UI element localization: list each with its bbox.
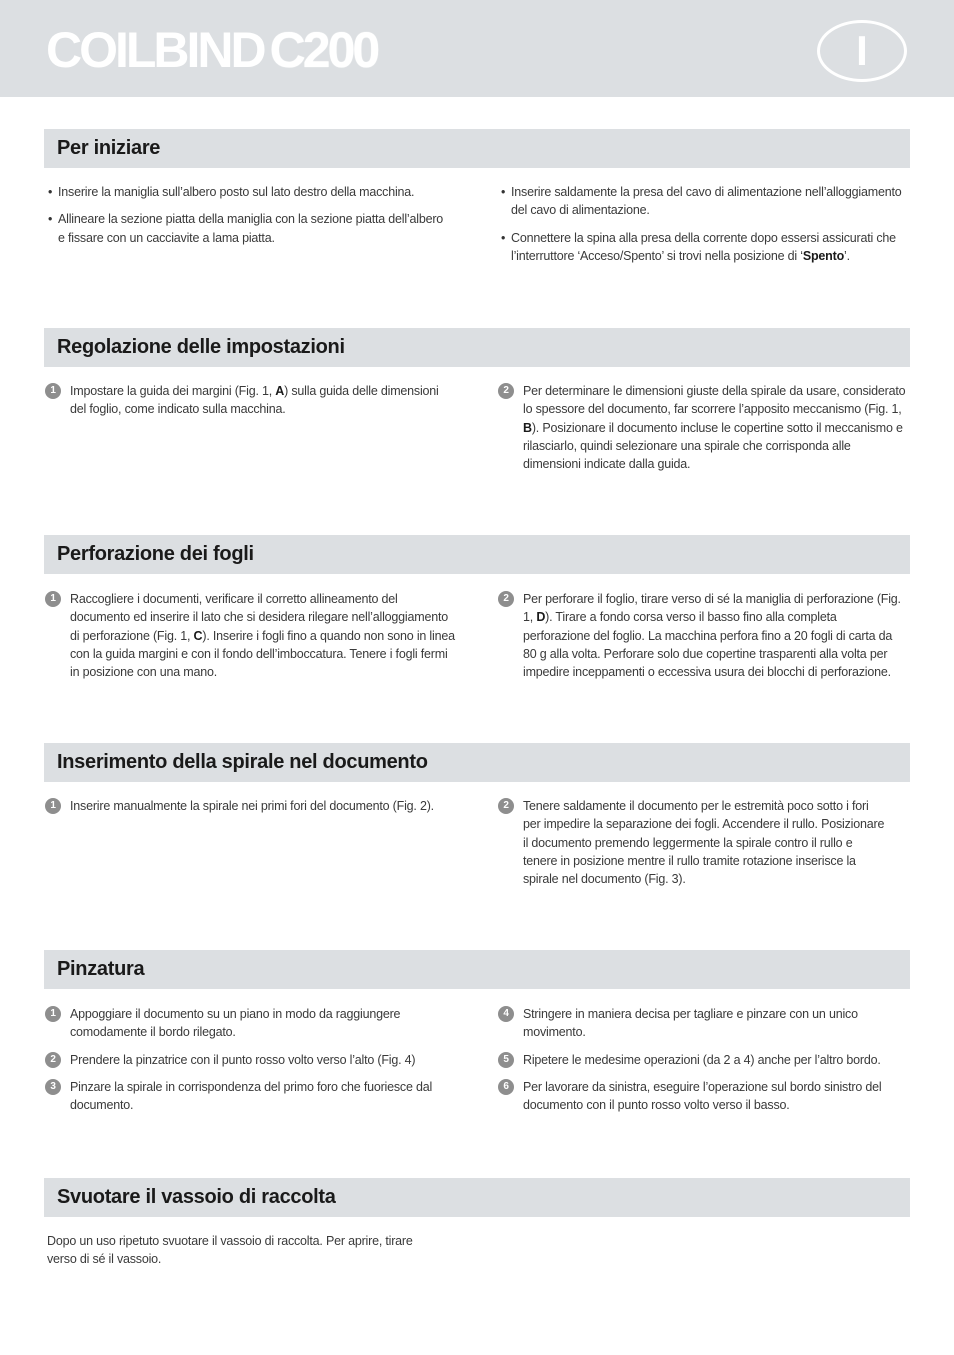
step-number-badge: 4: [498, 1006, 514, 1022]
step-number-badge: 2: [498, 798, 514, 814]
step-number-badge: 6: [498, 1079, 514, 1095]
step-number-badge: 1: [45, 798, 61, 814]
list-item: 4 Stringere in maniera decisa per tagliare e pinzare con un unico movimento.: [498, 1005, 910, 1042]
section-header-inserimento: [44, 743, 910, 782]
section-regolazione-right: [498, 382, 906, 482]
section-title: Svuotare il vassoio di raccolta: [57, 1186, 336, 1208]
step-number-badge: 5: [498, 1052, 514, 1068]
section-header-perforazione: [44, 535, 910, 574]
list-item: • Allineare la sezione piatta della maniglia con la sezione piatta dell’albero e fissare con un cacciavite a lama piatta.: [46, 210, 446, 247]
section-header-pinzatura: [44, 950, 910, 989]
section-pinzatura-right: [498, 1005, 910, 1123]
brand-model: C200: [269, 22, 378, 78]
list-item: 2 Prendere la pinzatrice con il punto rosso volto verso l’alto (Fig. 4): [45, 1051, 445, 1069]
list-item: • Inserire saldamente la presa del cavo di alimentazione nell’alloggiamento del cavo di alimentazione.: [499, 183, 904, 220]
list-item: • Connettere la spina alla presa della corrente dopo essersi assicurati che l’interruttore ‘Acceso/Spento’ si trovi nella posizione di ‘Spento’.: [499, 229, 904, 266]
section-header-regolazione: [44, 328, 910, 367]
language-badge: I: [817, 20, 907, 82]
step-number-badge: 1: [45, 383, 61, 399]
section-per-iniziare-left: [46, 183, 446, 256]
list-item: 2 Per perforare il foglio, tirare verso di sé la maniglia di perforazione (Fig. 1, D). Tirare a fondo corsa verso il basso fino alla completa perforazione del foglio. La macchina perfora fino a 20 fogli di carta da 80 g alla volta. Perforare solo due copertine trasparenti alla volta per impedire inceppamenti o eccessiva usura dei blocchi di perforazione.: [498, 590, 906, 681]
section-pinzatura-left: [45, 1005, 445, 1123]
list-item: 1 Raccogliere i documenti, verificare il corretto allineamento del documento ed inserire il lato che si desidera rilegare nell’alloggiamento di perforazione (Fig. 1, C). Inserire i fogli fino a quando non sono in linea con la guida margini e con il fondo dell’imboccatura. Tenere i fogli fermi in posizione con una mano.: [45, 590, 457, 681]
step-number-badge: 3: [45, 1079, 61, 1095]
section-title: Regolazione delle impostazioni: [57, 336, 345, 358]
list-item: 1 Appoggiare il documento su un piano in modo da raggiungere comodamente il bordo rilegato.: [45, 1005, 445, 1042]
section-inserimento-left: [45, 797, 457, 824]
section-title: Inserimento della spirale nel documento: [57, 751, 428, 773]
list-item: 3 Pinzare la spirale in corrispondenza del primo foro che fuoriesce dal documento.: [45, 1078, 445, 1115]
list-item: 5 Ripetere le medesime operazioni (da 2 a 4) anche per l’altro bordo.: [498, 1051, 910, 1069]
step-number-badge: 2: [498, 591, 514, 607]
step-number-badge: 1: [45, 1006, 61, 1022]
page-header: [0, 0, 954, 97]
list-item: 6 Per lavorare da sinistra, eseguire l’operazione sul bordo sinistro del documento con il punto rosso volto verso il basso.: [498, 1078, 910, 1115]
list-item: 2 Tenere saldamente il documento per le estremità poco sotto i fori per impedire la separazione dei fogli. Accendere il rullo. Posizionare il documento premendo leggermente la spirale contro il rullo e tenere in posizione mentre il rullo tramite rotazione inserisce la spirale nel documento (Fig. 3).: [498, 797, 888, 888]
step-number-badge: 2: [45, 1052, 61, 1068]
section-perforazione-left: [45, 590, 457, 690]
step-number-badge: 1: [45, 591, 61, 607]
brand-logo: [46, 22, 377, 78]
section-title: Per iniziare: [57, 137, 161, 159]
section-per-iniziare-right: [499, 183, 904, 274]
section-header-per-iniziare: [44, 129, 910, 168]
section-regolazione-left: [45, 382, 445, 428]
section-title: Pinzatura: [57, 958, 145, 980]
list-item: 1 Impostare la guida dei margini (Fig. 1, A) sulla guida delle dimensioni del foglio, come indicato sulla macchina.: [45, 382, 445, 419]
list-item: 2 Per determinare le dimensioni giuste della spirale da usare, considerato lo spessore del documento, far scorrere l’apposito meccanismo (Fig. 1, B). Posizionare il documento incluse le copertine sotto il meccanismo e rilasciarlo, quindi selezionare una spirale che corrisponda alle dimensioni indicate dalla guida.: [498, 382, 906, 473]
list-item: 1 Inserire manualmente la spirale nei primi fori del documento (Fig. 2).: [45, 797, 457, 815]
section-inserimento-right: [498, 797, 888, 897]
section-svuotare-paragraph: Dopo un uso ripetuto svuotare il vassoio di raccolta. Per aprire, tirare verso di sé il vassoio.: [47, 1234, 413, 1267]
step-number-badge: 2: [498, 383, 514, 399]
section-perforazione-right: [498, 590, 906, 690]
brand-name: COILBIND: [46, 22, 264, 78]
list-item: • Inserire la maniglia sull’albero posto sul lato destro della macchina.: [46, 183, 446, 201]
section-header-svuotare: [44, 1178, 910, 1217]
section-title: Perforazione dei fogli: [57, 543, 254, 565]
